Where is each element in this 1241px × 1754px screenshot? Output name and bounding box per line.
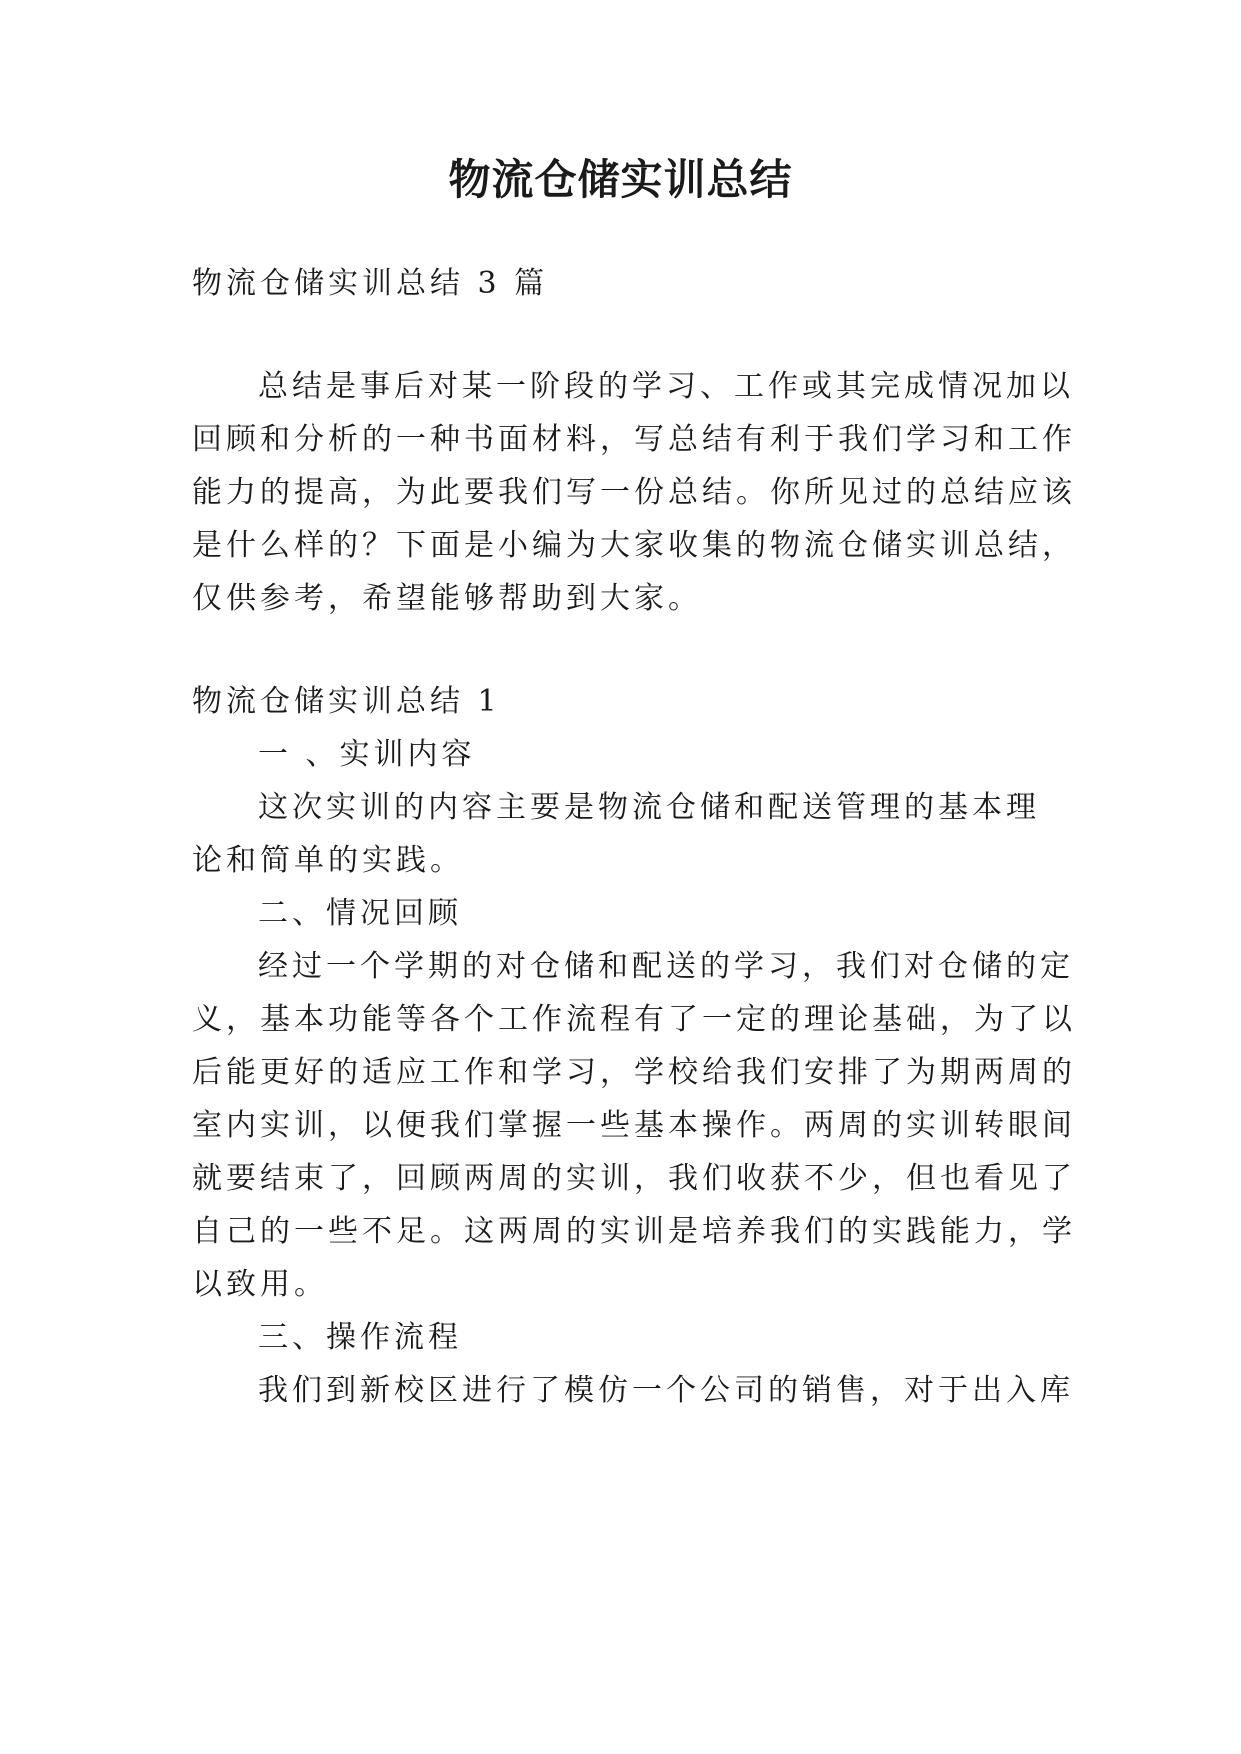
part2-line-1: 经过一个学期的对仓储和配送的学习，我们对仓储的定 (258, 949, 1074, 984)
part1-line-2: 论和简单的实践。 (192, 843, 464, 878)
part2-line-2: 义，基本功能等各个工作流程有了一定的理论基础，为了以 (192, 1002, 1076, 1037)
part1-heading: 一 、实训内容 (258, 737, 476, 772)
part2-heading: 二、情况回顾 (258, 896, 462, 931)
part1-line-1: 这次实训的内容主要是物流仓储和配送管理的基本理 (258, 790, 1040, 825)
part2-line-6: 自己的一些不足。这两周的实训是培养我们的实践能力，学 (192, 1214, 1076, 1249)
section-heading: 物流仓储实训总结 1 (192, 684, 501, 719)
document-title: 物流仓储实训总结 (448, 155, 793, 204)
intro-line-3: 能力的提高，为此要我们写一份总结。你所见过的总结应该 (192, 475, 1076, 510)
part2-line-4: 室内实训，以便我们掌握一些基本操作。两周的实训转眼间 (192, 1108, 1076, 1143)
part3-line-1: 我们到新校区进行了模仿一个公司的销售，对于出入库 (258, 1373, 1074, 1408)
part3-heading: 三、操作流程 (258, 1320, 462, 1355)
part2-line-5: 就要结束了，回顾两周的实训，我们收获不少，但也看见了 (192, 1161, 1076, 1196)
intro-line-2: 回顾和分析的一种书面材料，写总结有利于我们学习和工作 (192, 422, 1076, 457)
intro-line-5: 仅供参考，希望能够帮助到大家。 (192, 581, 702, 616)
part2-line-3: 后能更好的适应工作和学习，学校给我们安排了为期两周的 (192, 1055, 1076, 1090)
intro-line-1: 总结是事后对某一阶段的学习、工作或其完成情况加以 (258, 369, 1074, 404)
document-subtitle: 物流仓储实训总结 3 篇 (192, 266, 549, 301)
part2-line-7: 以致用。 (192, 1267, 328, 1302)
intro-line-4: 是什么样的？下面是小编为大家收集的物流仓储实训总结， (192, 528, 1076, 563)
